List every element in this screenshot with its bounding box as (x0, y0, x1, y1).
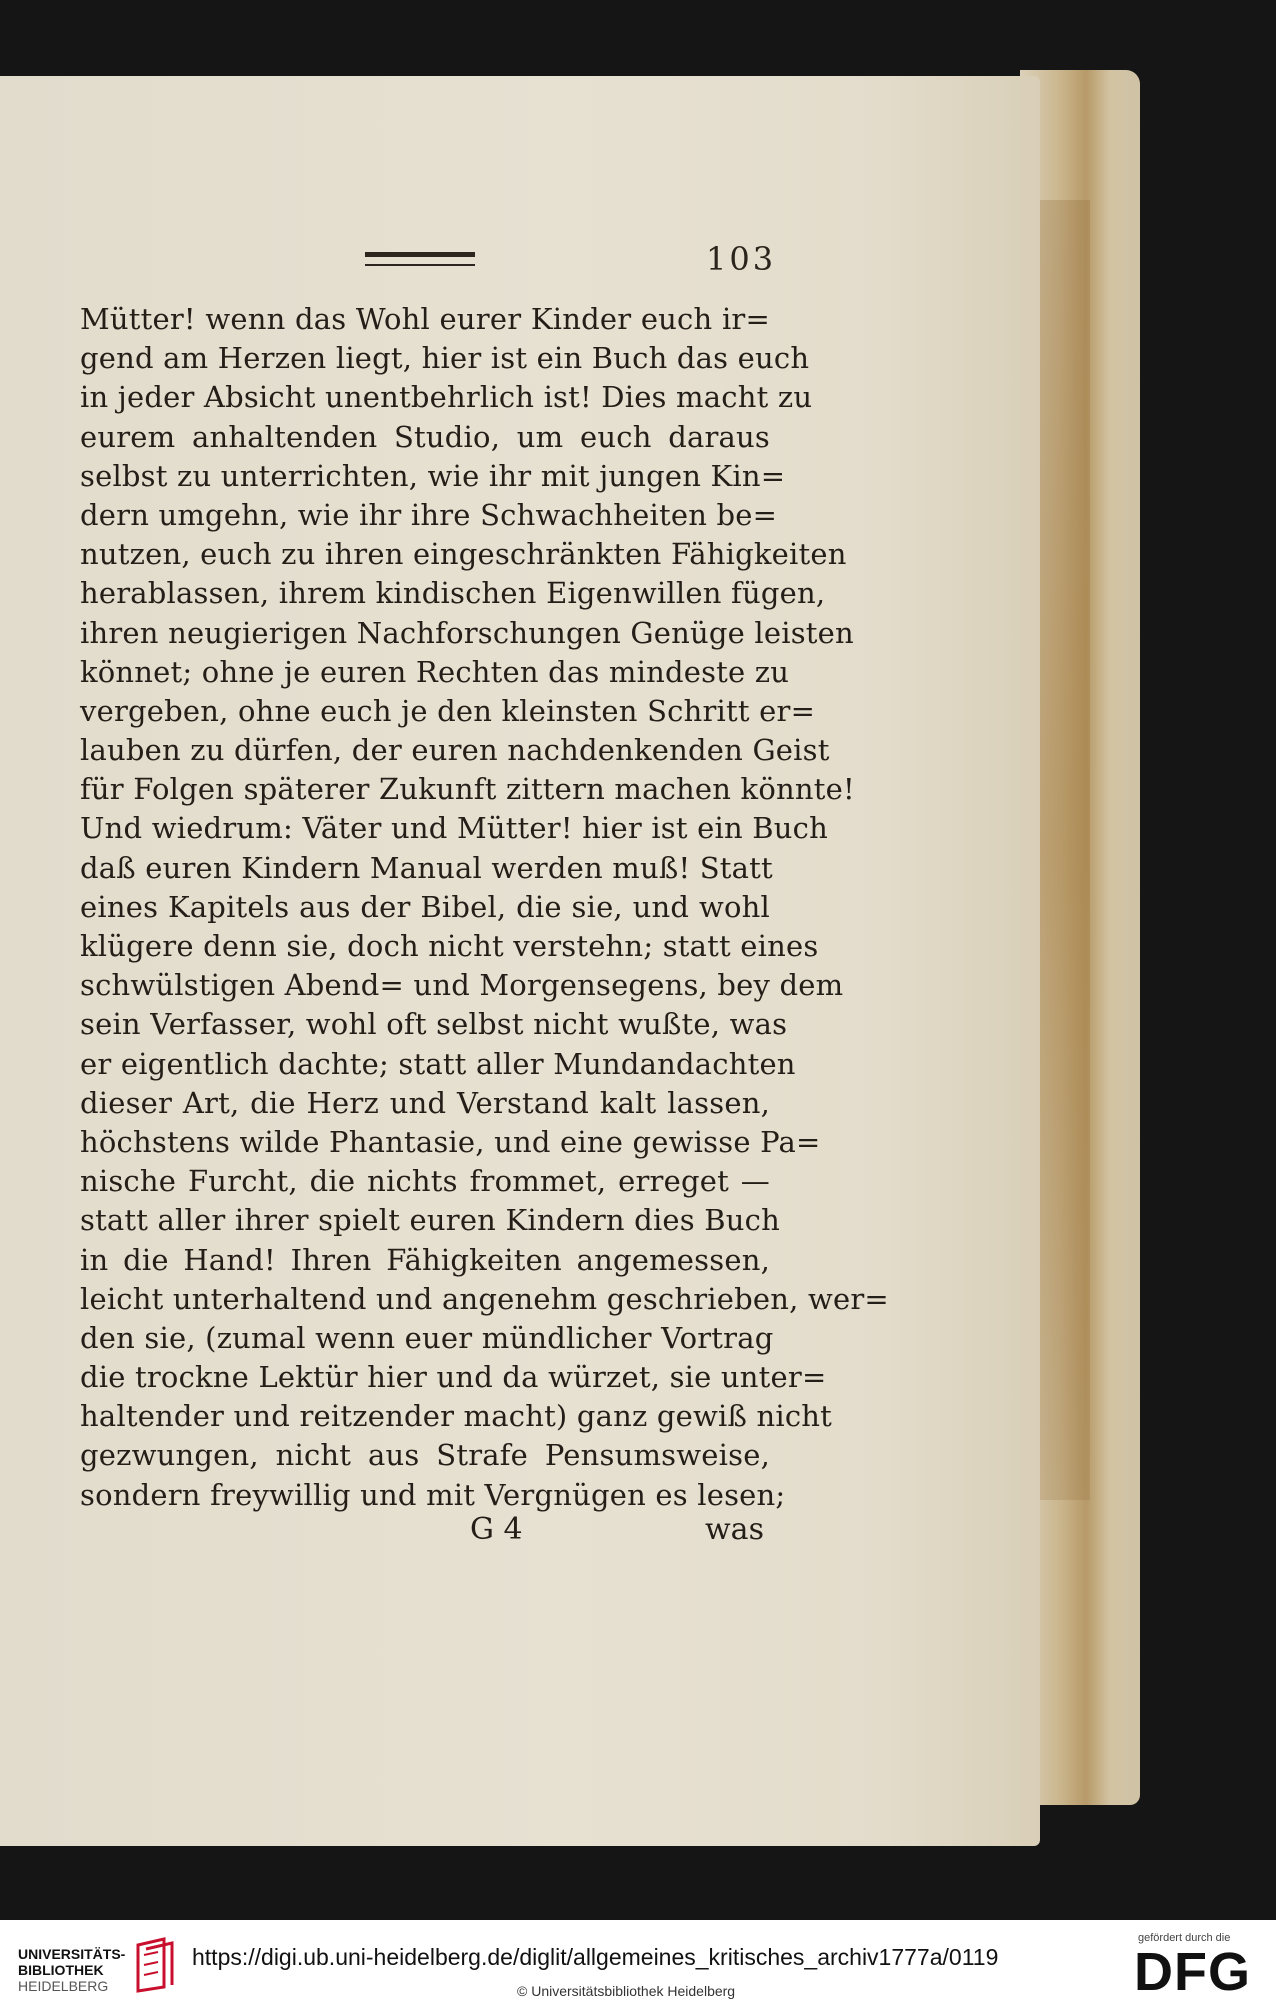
permalink-url[interactable]: https://digi.ub.uni-heidelberg.de/diglit/allgemeines_kritisches_archiv1777a/0119 (192, 1944, 999, 1970)
page-text (80, 300, 889, 1515)
text-line: leicht unterhaltend und angenehm geschrieben, wer= (80, 1281, 889, 1316)
text-line: Und wiedrum: Väter und Mütter! hier ist ein Buch (80, 811, 828, 846)
text-line: könnet; ohne je euren Rechten das mindeste zu (80, 654, 790, 689)
text-line: statt aller ihrer spielt euren Kindern dies Buch (80, 1203, 780, 1238)
funding-note: gefördert durch die (1138, 1932, 1231, 1944)
library-name-line1: UNIVERSITÄTS- (18, 1946, 126, 1962)
library-name-line3: HEIDELBERG (18, 1978, 109, 1994)
catchword: was (705, 1512, 764, 1547)
text-line: Mütter! wenn das Wohl eurer Kinder euch ir= (80, 302, 770, 336)
text-line: nutzen, euch zu ihren eingeschränkten Fähigkeiten (80, 537, 847, 572)
copyright-notice: © Universitätsbibliothek Heidelberg (517, 1983, 736, 1999)
text-line: er eigentlich dachte; statt aller Mundandachten (80, 1046, 796, 1081)
library-logo[interactable] (18, 1946, 128, 1994)
text-line: selbst zu unterrichten, wie ihr mit jungen Kin= (80, 458, 786, 493)
text-line: gezwungen, nicht aus Strafe Pensumsweise, (80, 1438, 770, 1473)
text-line: lauben zu dürfen, der euren nachdenkenden Geist (80, 733, 830, 768)
text-line: daß euren Kindern Manual werden muß! Statt (80, 850, 773, 885)
text-line: sein Verfasser, wohl oft selbst nicht wußte, was (80, 1007, 788, 1042)
text-line: die trockne Lektür hier und da würzet, sie unter= (80, 1360, 827, 1395)
text-line: vergeben, ohne euch je den kleinsten Schritt er= (80, 693, 816, 728)
text-line: eines Kapitels aus der Bibel, die sie, und wohl (80, 889, 770, 924)
text-line: den sie, (zumal wenn euer mündlicher Vortrag (80, 1320, 774, 1355)
text-line: klügere denn sie, doch nicht verstehn; statt eines (80, 929, 819, 963)
text-line: herablassen, ihrem kindischen Eigenwillen fügen, (80, 576, 826, 611)
signature-mark: G 4 (470, 1512, 523, 1547)
text-line: ihren neugierigen Nachforschungen Genüge leisten (80, 615, 854, 650)
page-number: 103 (706, 240, 777, 278)
library-mark-icon (130, 1935, 178, 1993)
text-line: für Folgen späterer Zukunft zittern machen könnte! (80, 772, 855, 807)
header-rule (365, 252, 475, 266)
text-line: gend am Herzen liegt, hier ist ein Buch das euch (80, 341, 810, 376)
text-line: höchstens wilde Phantasie, und eine gewisse Pa= (80, 1124, 821, 1159)
text-line: dieser Art, die Herz und Verstand kalt lassen, (80, 1085, 770, 1120)
text-line: dern umgehn, wie ihr ihre Schwachheiten be= (80, 497, 778, 532)
text-line: eurem anhaltenden Studio, um euch daraus (80, 419, 770, 454)
text-line: haltender und reitzender macht) ganz gewiß nicht (80, 1399, 833, 1434)
text-line: sondern freywillig und mit Vergnügen es lesen; (80, 1477, 786, 1512)
text-line: schwülstigen Abend= und Morgensegens, bey dem (80, 968, 844, 1003)
text-line: nische Furcht, die nichts frommet, erreget — (80, 1164, 770, 1199)
text-line: in jeder Absicht unentbehrlich ist! Dies macht zu (80, 380, 813, 415)
dfg-logo: DFG (1134, 1942, 1251, 2002)
library-name-line2: BIBLIOTHEK (18, 1962, 104, 1978)
text-line: in die Hand! Ihren Fähigkeiten angemessen, (80, 1242, 770, 1277)
